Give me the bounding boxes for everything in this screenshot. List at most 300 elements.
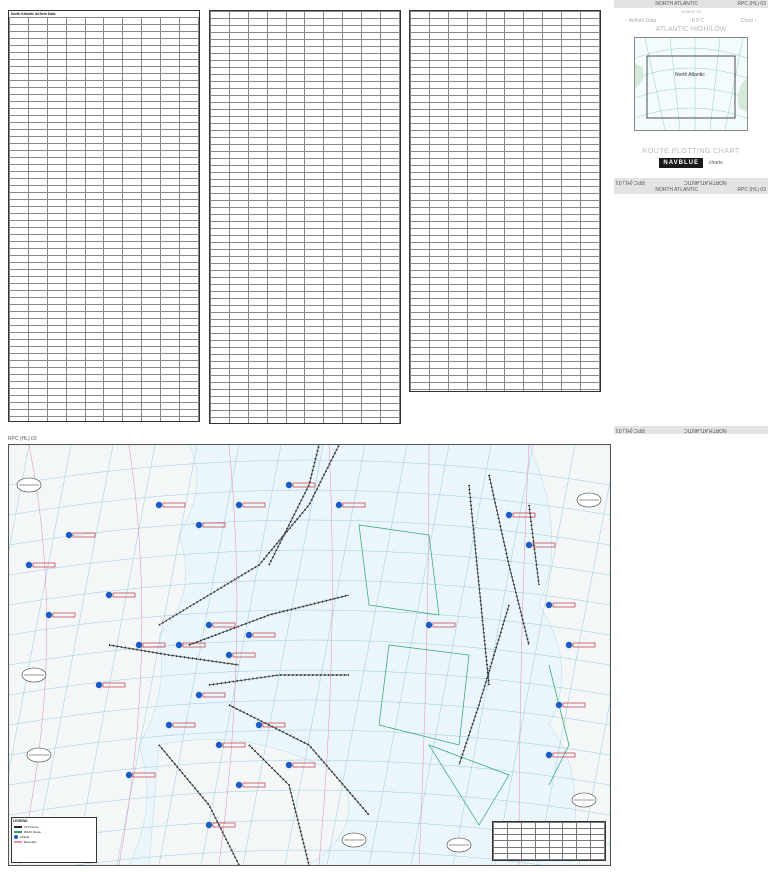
table-cell	[448, 243, 467, 250]
table-cell	[10, 179, 29, 186]
table-cell	[28, 284, 47, 291]
table-cell	[581, 124, 600, 131]
table-cell	[448, 152, 467, 159]
table-cell	[448, 19, 467, 26]
table-cell	[104, 270, 123, 277]
table-cell	[324, 68, 343, 75]
table-cell	[229, 117, 248, 124]
table-cell	[267, 285, 286, 292]
table-cell	[161, 67, 180, 74]
airfield-table-grid	[410, 11, 600, 392]
table-cell	[324, 383, 343, 390]
table-cell	[229, 299, 248, 306]
table-cell	[10, 18, 29, 25]
table-cell	[562, 145, 581, 152]
table-cell	[286, 320, 305, 327]
table-cell	[142, 242, 161, 249]
table-cell	[85, 319, 104, 326]
table-row	[411, 292, 600, 299]
table-cell	[47, 403, 66, 410]
table-cell	[104, 193, 123, 200]
table-cell	[211, 61, 230, 68]
table-cell	[142, 46, 161, 53]
table-cell	[324, 271, 343, 278]
table-cell	[286, 313, 305, 320]
table-cell	[581, 166, 600, 173]
airfield-symbol	[216, 742, 222, 748]
table-cell	[362, 390, 381, 397]
table-cell	[161, 375, 180, 382]
table-cell	[142, 193, 161, 200]
table-cell	[142, 214, 161, 221]
table-cell	[161, 144, 180, 151]
table-cell	[305, 355, 324, 362]
table-cell	[123, 403, 142, 410]
table-cell	[47, 74, 66, 81]
table-cell	[161, 417, 180, 423]
table-cell	[411, 334, 430, 341]
table-cell	[467, 40, 486, 47]
table-cell	[85, 32, 104, 39]
table-cell	[429, 40, 448, 47]
table-cell	[85, 193, 104, 200]
table-row	[411, 201, 600, 208]
table-cell	[248, 187, 267, 194]
table-row	[211, 369, 400, 376]
table-cell	[411, 243, 430, 250]
table-cell	[104, 18, 123, 25]
table-cell	[211, 271, 230, 278]
table-cell	[381, 390, 400, 397]
table-cell	[429, 201, 448, 208]
table-cell	[28, 116, 47, 123]
table-cell	[47, 284, 66, 291]
table-cell	[467, 292, 486, 299]
airfield-symbol	[96, 682, 102, 688]
coverage-inset-map	[634, 37, 748, 131]
table-cell	[505, 96, 524, 103]
table-cell	[343, 131, 362, 138]
table-cell	[286, 138, 305, 145]
table-cell	[448, 131, 467, 138]
table-cell	[123, 347, 142, 354]
table-cell	[28, 165, 47, 172]
table-cell	[505, 390, 524, 393]
table-cell	[123, 326, 142, 333]
table-cell	[123, 354, 142, 361]
table-cell	[467, 26, 486, 33]
table-cell	[85, 368, 104, 375]
table-cell	[123, 123, 142, 130]
table-cell	[85, 361, 104, 368]
table-cell	[211, 82, 230, 89]
table-cell	[429, 341, 448, 348]
table-row	[411, 271, 600, 278]
table-cell	[211, 250, 230, 257]
table-row	[411, 243, 600, 250]
table-cell	[123, 235, 142, 242]
table-cell	[381, 33, 400, 40]
table-cell	[180, 74, 199, 81]
table-cell	[524, 159, 543, 166]
table-cell	[66, 375, 85, 382]
table-row	[411, 355, 600, 362]
table-cell	[467, 75, 486, 82]
table-cell	[47, 102, 66, 109]
table-cell	[180, 312, 199, 319]
table-cell	[142, 88, 161, 95]
table-cell	[381, 75, 400, 82]
table-cell	[180, 151, 199, 158]
table-cell	[267, 418, 286, 425]
table-cell	[104, 410, 123, 417]
table-cell	[66, 95, 85, 102]
table-cell	[362, 404, 381, 411]
table-cell	[305, 327, 324, 334]
table-cell	[180, 410, 199, 417]
table-cell	[267, 152, 286, 159]
table-cell	[448, 292, 467, 299]
table-cell	[562, 208, 581, 215]
table-cell	[248, 243, 267, 250]
table-cell	[85, 207, 104, 214]
table-cell	[248, 229, 267, 236]
table-cell	[66, 319, 85, 326]
table-cell	[543, 271, 562, 278]
table-cell	[448, 145, 467, 152]
table-cell	[180, 158, 199, 165]
table-cell	[562, 327, 581, 334]
table-cell	[562, 61, 581, 68]
table-cell	[324, 397, 343, 404]
table-cell	[581, 82, 600, 89]
table-cell	[66, 284, 85, 291]
airfield-label-box	[203, 523, 225, 527]
table-cell	[104, 249, 123, 256]
airfield-symbol	[196, 522, 202, 528]
table-cell	[362, 376, 381, 383]
table-cell	[543, 138, 562, 145]
table-cell	[47, 263, 66, 270]
table-cell	[286, 299, 305, 306]
table-row	[10, 242, 199, 249]
table-cell	[381, 362, 400, 369]
table-cell	[180, 270, 199, 277]
airfield-symbol	[106, 592, 112, 598]
table-cell	[286, 383, 305, 390]
table-cell	[267, 341, 286, 348]
table-cell	[142, 375, 161, 382]
table-cell	[429, 96, 448, 103]
table-cell	[180, 354, 199, 361]
table-cell	[324, 341, 343, 348]
table-cell	[543, 250, 562, 257]
table-cell	[562, 124, 581, 131]
table-cell	[10, 347, 29, 354]
table-cell	[211, 131, 230, 138]
table-cell	[467, 355, 486, 362]
table-cell	[123, 130, 142, 137]
table-cell	[142, 354, 161, 361]
table-cell	[161, 221, 180, 228]
table-cell	[524, 271, 543, 278]
table-cell	[467, 187, 486, 194]
table-cell	[505, 40, 524, 47]
table-cell	[467, 250, 486, 257]
table-cell	[66, 165, 85, 172]
airfield-symbol	[126, 772, 132, 778]
table-cell	[229, 180, 248, 187]
table-cell	[142, 158, 161, 165]
table-cell	[429, 313, 448, 320]
table-cell	[543, 362, 562, 369]
table-cell	[180, 88, 199, 95]
table-cell	[248, 411, 267, 418]
table-cell	[486, 19, 505, 26]
table-cell	[467, 124, 486, 131]
table-cell	[85, 88, 104, 95]
table-cell	[123, 109, 142, 116]
table-cell	[486, 110, 505, 117]
table-cell	[142, 144, 161, 151]
table-cell	[411, 362, 430, 369]
table-cell	[411, 348, 430, 355]
table-cell	[286, 208, 305, 215]
nav-airfield-data[interactable]: ‹ Airfield Data	[626, 18, 657, 24]
table-cell	[28, 200, 47, 207]
table-cell	[324, 285, 343, 292]
table-cell	[467, 229, 486, 236]
table-cell	[10, 109, 29, 116]
table-cell	[142, 249, 161, 256]
table-cell	[211, 194, 230, 201]
table-row	[10, 137, 199, 144]
table-cell	[362, 292, 381, 299]
table-cell	[229, 418, 248, 425]
table-cell	[66, 193, 85, 200]
table-cell	[305, 166, 324, 173]
table-cell	[549, 853, 563, 859]
table-cell	[180, 228, 199, 235]
table-row	[10, 74, 199, 81]
table-cell	[562, 103, 581, 110]
table-cell	[161, 207, 180, 214]
table-cell	[381, 159, 400, 166]
table-cell	[305, 131, 324, 138]
cover-meta	[614, 131, 768, 138]
table-cell	[486, 376, 505, 383]
table-cell	[324, 61, 343, 68]
table-cell	[211, 369, 230, 376]
table-cell	[104, 179, 123, 186]
table-cell	[161, 319, 180, 326]
table-cell	[47, 109, 66, 116]
table-cell	[562, 117, 581, 124]
table-cell	[66, 242, 85, 249]
table-cell	[505, 327, 524, 334]
table-cell	[505, 117, 524, 124]
table-cell	[104, 417, 123, 423]
table-row	[10, 368, 199, 375]
table-cell	[505, 383, 524, 390]
table-cell	[429, 180, 448, 187]
table-cell	[161, 32, 180, 39]
table-row	[10, 207, 199, 214]
table-cell	[524, 208, 543, 215]
table-cell	[562, 334, 581, 341]
table-cell	[161, 60, 180, 67]
table-cell	[581, 12, 600, 19]
table-cell	[142, 235, 161, 242]
table-cell	[486, 334, 505, 341]
table-cell	[161, 249, 180, 256]
table-cell	[10, 389, 29, 396]
table-cell	[562, 89, 581, 96]
table-cell	[47, 375, 66, 382]
table-cell	[324, 131, 343, 138]
table-cell	[286, 26, 305, 33]
table-cell	[123, 193, 142, 200]
table-cell	[161, 151, 180, 158]
table-cell	[10, 361, 29, 368]
table-cell	[486, 26, 505, 33]
table-cell	[66, 277, 85, 284]
table-row	[211, 194, 400, 201]
table-cell	[486, 68, 505, 75]
table-cell	[286, 47, 305, 54]
table-cell	[467, 194, 486, 201]
cover-panel	[614, 0, 768, 240]
table-cell	[362, 222, 381, 229]
table-cell	[324, 40, 343, 47]
table-cell	[85, 144, 104, 151]
table-cell	[104, 277, 123, 284]
table-row	[411, 341, 600, 348]
table-cell	[248, 96, 267, 103]
table-cell	[248, 383, 267, 390]
table-cell	[524, 138, 543, 145]
table-row	[211, 124, 400, 131]
table-cell	[211, 341, 230, 348]
table-cell	[381, 250, 400, 257]
table-row	[211, 243, 400, 250]
table-cell	[47, 158, 66, 165]
table-row	[411, 264, 600, 271]
table-cell	[324, 159, 343, 166]
table-cell	[543, 222, 562, 229]
table-cell	[305, 313, 324, 320]
table-row	[211, 187, 400, 194]
table-cell	[85, 200, 104, 207]
cover-date: 13 AUG 23	[681, 9, 701, 14]
table-cell	[10, 130, 29, 137]
nav-chart[interactable]: Chart ›	[740, 18, 756, 24]
table-cell	[267, 54, 286, 61]
table-cell	[411, 61, 430, 68]
table-cell	[448, 201, 467, 208]
table-cell	[505, 376, 524, 383]
table-cell	[381, 236, 400, 243]
table-cell	[581, 145, 600, 152]
table-cell	[286, 89, 305, 96]
table-cell	[562, 173, 581, 180]
table-cell	[524, 194, 543, 201]
table-cell	[10, 305, 29, 312]
table-cell	[142, 172, 161, 179]
table-cell	[85, 95, 104, 102]
table-cell	[180, 32, 199, 39]
table-cell	[85, 60, 104, 67]
table-cell	[411, 236, 430, 243]
table-cell	[486, 152, 505, 159]
table-cell	[324, 243, 343, 250]
table-cell	[486, 96, 505, 103]
table-cell	[467, 236, 486, 243]
table-cell	[229, 138, 248, 145]
route-plotting-map[interactable]	[8, 444, 611, 866]
table-cell	[505, 369, 524, 376]
table-cell	[305, 229, 324, 236]
table-cell	[104, 39, 123, 46]
table-cell	[180, 18, 199, 25]
table-cell	[248, 334, 267, 341]
table-row	[211, 404, 400, 411]
table-cell	[229, 110, 248, 117]
table-cell	[248, 26, 267, 33]
table-cell	[248, 89, 267, 96]
table-cell	[267, 404, 286, 411]
table-cell	[211, 411, 230, 418]
table-row	[211, 131, 400, 138]
table-cell	[343, 89, 362, 96]
table-cell	[85, 123, 104, 130]
table-cell	[229, 103, 248, 110]
airfield-symbol	[226, 652, 232, 658]
table-cell	[524, 187, 543, 194]
table-cell	[123, 249, 142, 256]
table-cell	[524, 250, 543, 257]
table-cell	[543, 26, 562, 33]
table-cell	[543, 285, 562, 292]
table-cell	[211, 138, 230, 145]
table-cell	[305, 376, 324, 383]
table-cell	[486, 292, 505, 299]
table-cell	[47, 95, 66, 102]
table-cell	[362, 110, 381, 117]
table-cell	[581, 117, 600, 124]
table-cell	[180, 172, 199, 179]
table-row	[211, 222, 400, 229]
table-cell	[486, 341, 505, 348]
table-row	[411, 138, 600, 145]
table-cell	[581, 390, 600, 393]
table-cell	[104, 396, 123, 403]
table-row	[411, 299, 600, 306]
table-cell	[429, 390, 448, 393]
table-cell	[429, 229, 448, 236]
table-cell	[429, 187, 448, 194]
table-cell	[248, 208, 267, 215]
table-cell	[381, 299, 400, 306]
table-cell	[10, 53, 29, 60]
table-cell	[180, 144, 199, 151]
table-cell	[85, 39, 104, 46]
table-cell	[267, 327, 286, 334]
table-row	[211, 138, 400, 145]
cover-code: RPC (HL) 03	[737, 1, 766, 7]
table-cell	[305, 54, 324, 61]
table-cell	[85, 256, 104, 263]
